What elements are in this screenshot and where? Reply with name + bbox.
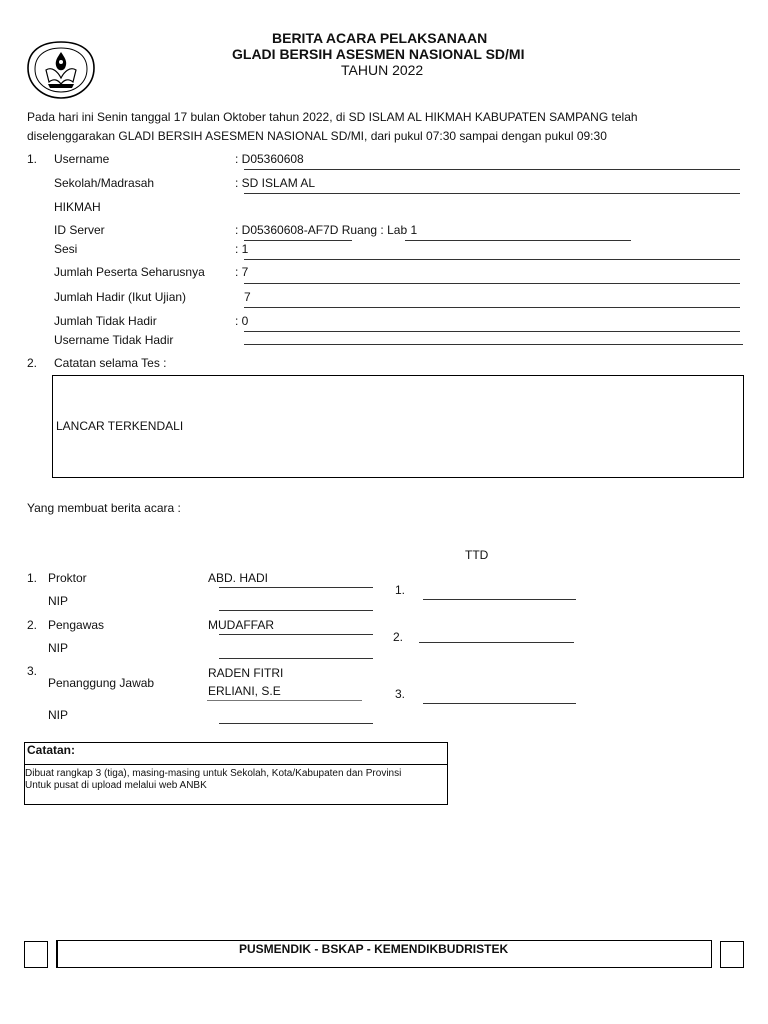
idserver-underline <box>244 240 352 241</box>
ruang-underline <box>405 240 631 241</box>
footer-left-square <box>24 941 48 968</box>
signers-intro: Yang membuat berita acara : <box>27 501 181 515</box>
proktor-name-underline <box>219 587 373 588</box>
tut-wuri-handayani-logo <box>24 40 98 100</box>
catatan-box <box>24 742 448 805</box>
penanggung-role: Penanggung Jawab <box>48 676 155 690</box>
section-2-number: 2. <box>27 356 38 370</box>
sekolah-underline <box>244 193 740 194</box>
sesi-value: : 1 <box>235 242 249 256</box>
footer-text: PUSMENDIK - BSKAP - KEMENDIKBUDRISTEK <box>239 942 509 956</box>
penanggung-number: 3. <box>27 664 38 678</box>
catatan-line-1: Dibuat rangkap 3 (tiga), masing-masing untuk Sekolah, Kota/Kabupaten dan Provinsi <box>25 768 402 779</box>
username-tidak-hadir-underline <box>244 344 743 345</box>
intro-line-1: Pada hari ini Senin tanggal 17 bulan Oktober tahun 2022, di SD ISLAM AL HIKMAH KABUPATEN SAMPANG telah <box>27 110 638 124</box>
catatan-title: Catatan: <box>27 743 76 757</box>
ttd-label: TTD <box>465 548 489 562</box>
pengawas-signature-line <box>419 642 574 643</box>
pengawas-name-underline <box>219 634 373 635</box>
proktor-role: Proktor <box>48 571 87 585</box>
footer-right-square <box>720 941 744 968</box>
proktor-signature-line <box>423 599 576 600</box>
proktor-sig-number: 1. <box>395 583 406 597</box>
title-line-2: GLADI BERSIH ASESMEN NASIONAL SD/MI <box>232 46 525 62</box>
catatan-divider <box>25 764 447 765</box>
pengawas-nip-underline <box>219 658 373 659</box>
proktor-nip-label: NIP <box>48 594 69 608</box>
pengawas-sig-number: 2. <box>393 630 404 644</box>
peserta-value: : 7 <box>235 265 249 279</box>
hadir-value: 7 <box>244 290 251 304</box>
peserta-underline <box>244 283 740 284</box>
footer-bar <box>56 940 712 968</box>
sesi-label: Sesi <box>54 242 78 256</box>
proktor-number: 1. <box>27 571 38 585</box>
penanggung-signature-line <box>423 703 576 704</box>
sesi-underline <box>244 259 740 260</box>
idserver-label: ID Server <box>54 223 105 237</box>
hadir-label: Jumlah Hadir (Ikut Ujian) <box>54 290 187 304</box>
pengawas-role: Pengawas <box>48 618 105 632</box>
proktor-name: ABD. HADI <box>208 571 269 585</box>
username-tidak-hadir-label: Username Tidak Hadir <box>54 333 174 347</box>
pengawas-number: 2. <box>27 618 38 632</box>
title-line-1: BERITA ACARA PELAKSANAAN <box>272 30 488 46</box>
sekolah-value: : SD ISLAM AL <box>235 176 316 190</box>
sekolah-continuation: HIKMAH <box>54 200 101 214</box>
proktor-nip-underline <box>219 610 373 611</box>
peserta-label: Jumlah Peserta Seharusnya <box>54 265 205 279</box>
penanggung-nip-label: NIP <box>48 708 69 722</box>
catatan-line-2: Untuk pusat di upload melalui web ANBK <box>25 780 207 791</box>
idserver-value: : D05360608-AF7D Ruang : Lab 1 <box>235 223 418 237</box>
tidak-hadir-underline <box>244 331 740 332</box>
catatan-tes-label: Catatan selama Tes : <box>54 356 167 370</box>
penanggung-nip-underline <box>219 723 373 724</box>
tidak-hadir-label: Jumlah Tidak Hadir <box>54 314 157 328</box>
pengawas-name: MUDAFFAR <box>208 618 274 632</box>
catatan-tes-note: LANCAR TERKENDALI <box>56 419 184 433</box>
tidak-hadir-value: : 0 <box>235 314 249 328</box>
title-line-3: TAHUN 2022 <box>341 62 424 78</box>
catatan-tes-box <box>52 375 744 478</box>
hadir-underline <box>244 307 740 308</box>
intro-line-2: diselenggarakan GLADI BERSIH ASESMEN NASIONAL SD/MI, dari pukul 07:30 sampai dengan pukul 09:30 <box>27 129 607 143</box>
penanggung-name-underline <box>207 700 362 701</box>
username-value: : D05360608 <box>235 152 304 166</box>
sekolah-label: Sekolah/Madrasah <box>54 176 155 190</box>
username-label: Username <box>54 152 110 166</box>
penanggung-sig-number: 3. <box>395 687 406 701</box>
penanggung-name-line-2: ERLIANI, S.E <box>208 684 281 698</box>
pengawas-nip-label: NIP <box>48 641 69 655</box>
username-underline <box>244 169 740 170</box>
emblem-icon <box>24 40 98 100</box>
penanggung-name-line-1: RADEN FITRI <box>208 666 284 680</box>
section-1-number: 1. <box>27 152 38 166</box>
